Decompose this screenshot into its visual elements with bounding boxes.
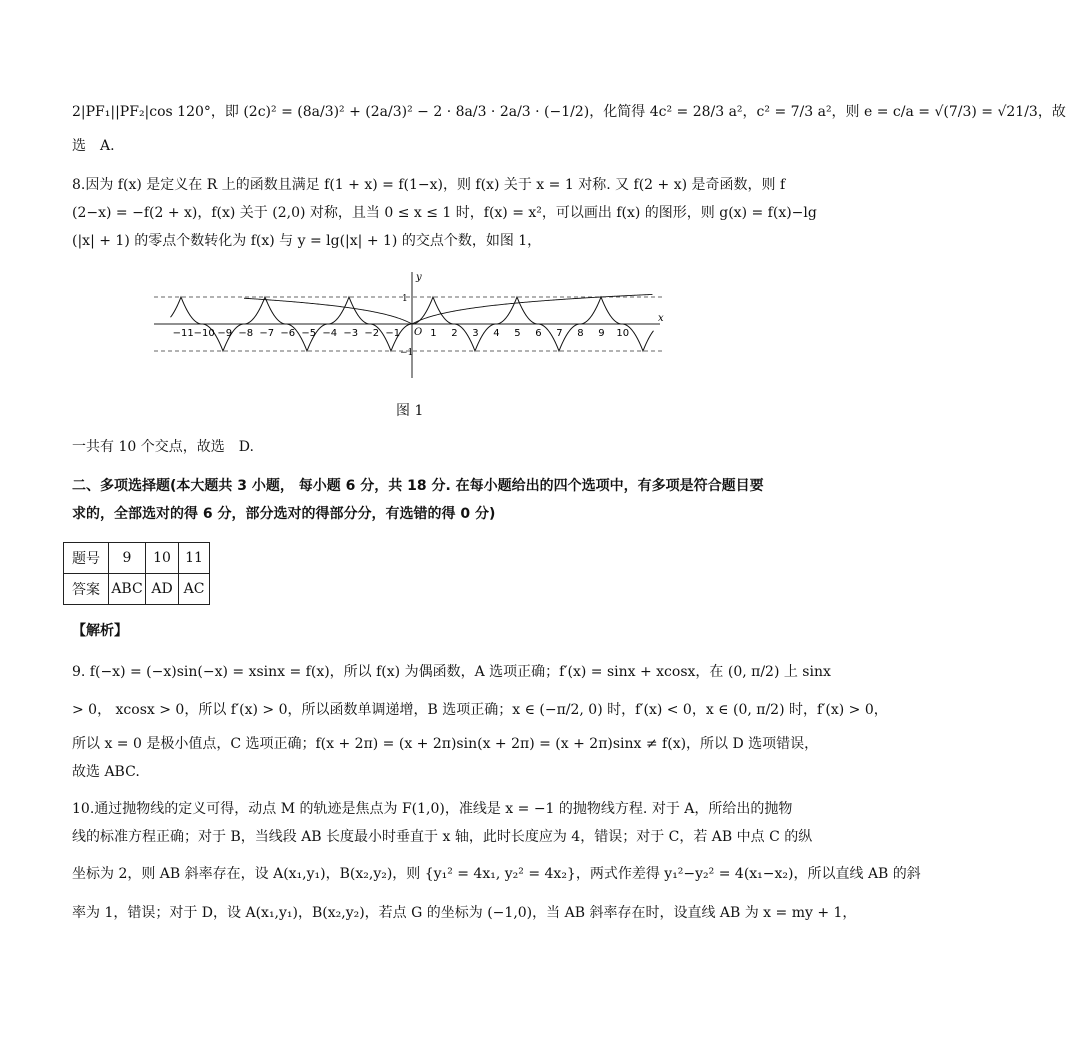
text-line-6: 一共有 10 个交点，故选 D. <box>72 439 254 455</box>
x-tick-label: −1 <box>385 328 401 339</box>
x-axis-label: x <box>658 313 664 324</box>
y-tick-1: 1 <box>402 294 408 304</box>
text-line-4: (2−x) = −f(2 + x)，f(x) 关于 (2,0) 对称，且当 0 ≤ x ≤ 1 时，f(x) = x²，可以画出 f(x) 的图形，则 g(x) = f(x)−lg <box>72 205 817 221</box>
x-tick-label: 8 <box>577 328 584 339</box>
curve-lg <box>244 294 652 324</box>
table-cell-a11: AC <box>179 574 210 605</box>
text-line-15: 线的标准方程正确；对于 B，当线段 AB 长度最小时垂直于 x 轴，此时长度应为 4，错误；对于 C，若 AB 中点 C 的纵 <box>72 829 813 845</box>
x-tick-label: −5 <box>301 328 317 339</box>
x-tick-label: −6 <box>280 328 296 339</box>
x-tick-label: −10 <box>193 328 215 339</box>
analysis-heading: 【解析】 <box>72 623 128 639</box>
text-line-10: 9. f(−x) = (−x)sin(−x) = xsinx = f(x)，所以 f(x) 为偶函数，A 选项正确；f′(x) = sinx + xcosx，在 (0, π/2) 上 sinx <box>72 664 831 680</box>
text-line-14: 10.通过抛物线的定义可得，动点 M 的轨迹是焦点为 F(1,0)，准线是 x = −1 的抛物线方程. 对于 A，所给出的抛物 <box>72 801 793 817</box>
x-tick-label: −7 <box>259 328 275 339</box>
text-line-3: 8.因为 f(x) 是定义在 R 上的函数且满足 f(1 + x) = f(1−x)，则 f(x) 关于 x = 1 对称. 又 f(2 + x) 是奇函数，则 f <box>72 177 786 193</box>
x-tick-label: 5 <box>514 328 521 339</box>
table-row-questions <box>64 543 210 574</box>
x-tick-label: −2 <box>364 328 380 339</box>
text-line-13: 故选 ABC. <box>72 764 140 780</box>
table-answer-label: 答案 <box>64 574 109 605</box>
text-line-16: 坐标为 2，则 AB 斜率存在，设 A(x₁,y₁)，B(x₂,y₂)，则 {y₁² = 4x₁, y₂² = 4x₂}，两式作差得 y₁²−y₂² = 4(x₁−x₂)，所以直线 AB 的斜 <box>72 866 921 882</box>
x-tick-label: 10 <box>616 328 630 339</box>
section-heading-2: 求的，全部选对的得 6 分，部分选对的得部分分，有选错的得 0 分) <box>72 506 496 522</box>
x-tick-label: −4 <box>322 328 338 339</box>
x-tick-label: 2 <box>451 328 458 339</box>
x-tick-label: −11 <box>172 328 194 339</box>
table-cell-a10: AD <box>146 574 179 605</box>
y-tick-neg-1: −1 <box>400 348 414 358</box>
x-tick-label: 6 <box>535 328 542 339</box>
x-tick-label: 9 <box>598 328 605 339</box>
x-tick-label: −8 <box>238 328 254 339</box>
table-header-label: 题号 <box>64 543 109 574</box>
text-line-1: 2|PF₁||PF₂|cos 120°，即 (2c)² = (8a/3)² + (2a/3)² − 2 · 8a/3 · 2a/3 · (−1/2)，化简得 4c² = 28/3 a²，c² = 7/3 a²，则 e = c/a = √(7/3) = √21/3，故 <box>72 104 1066 120</box>
text-line-11: > 0， xcosx > 0，所以 f′(x) > 0，所以函数单调递增，B 选项正确；x ∈ (−π/2, 0) 时，f′(x) < 0，x ∈ (0, π/2) 时，f′(x) > 0， <box>72 702 888 718</box>
x-tick-label: −3 <box>343 328 359 339</box>
answer-table <box>63 542 210 605</box>
x-tick-label: 1 <box>430 328 437 339</box>
table-cell-q11: 11 <box>179 543 210 574</box>
text-line-2: 选 A. <box>72 138 115 154</box>
x-tick-label: 3 <box>472 328 479 339</box>
x-tick-label: 4 <box>493 328 500 339</box>
table-cell-q9: 9 <box>109 543 146 574</box>
text-line-12: 所以 x = 0 是极小值点，C 选项正确；f(x + 2π) = (x + 2π)sin(x + 2π) = (x + 2π)sinx ≠ f(x)，所以 D 选项错误， <box>72 736 819 752</box>
table-row-answers <box>64 574 210 605</box>
x-tick-label: −9 <box>217 328 233 339</box>
text-line-17: 率为 1，错误；对于 D，设 A(x₁,y₁)，B(x₂,y₂)，若点 G 的坐标为 (−1,0)，当 AB 斜率存在时，设直线 AB 为 x = my + 1， <box>72 905 857 921</box>
section-heading-1: 二、多项选择题(本大题共 3 小题， 每小题 6 分，共 18 分. 在每小题给出的四个选项中，有多项是符合题目要 <box>72 478 764 494</box>
figure-caption: 图 1 <box>396 403 424 419</box>
text-line-5: (|x| + 1) 的零点个数转化为 f(x) 与 y = lg(|x| + 1) 的交点个数，如图 1， <box>72 233 542 249</box>
table-cell-a9: ABC <box>109 574 146 605</box>
table-cell-q10: 10 <box>146 543 179 574</box>
y-axis-label: y <box>416 272 422 283</box>
origin-label: O <box>414 327 423 338</box>
figure-1-graph <box>150 268 670 380</box>
x-tick-label: 7 <box>556 328 563 339</box>
